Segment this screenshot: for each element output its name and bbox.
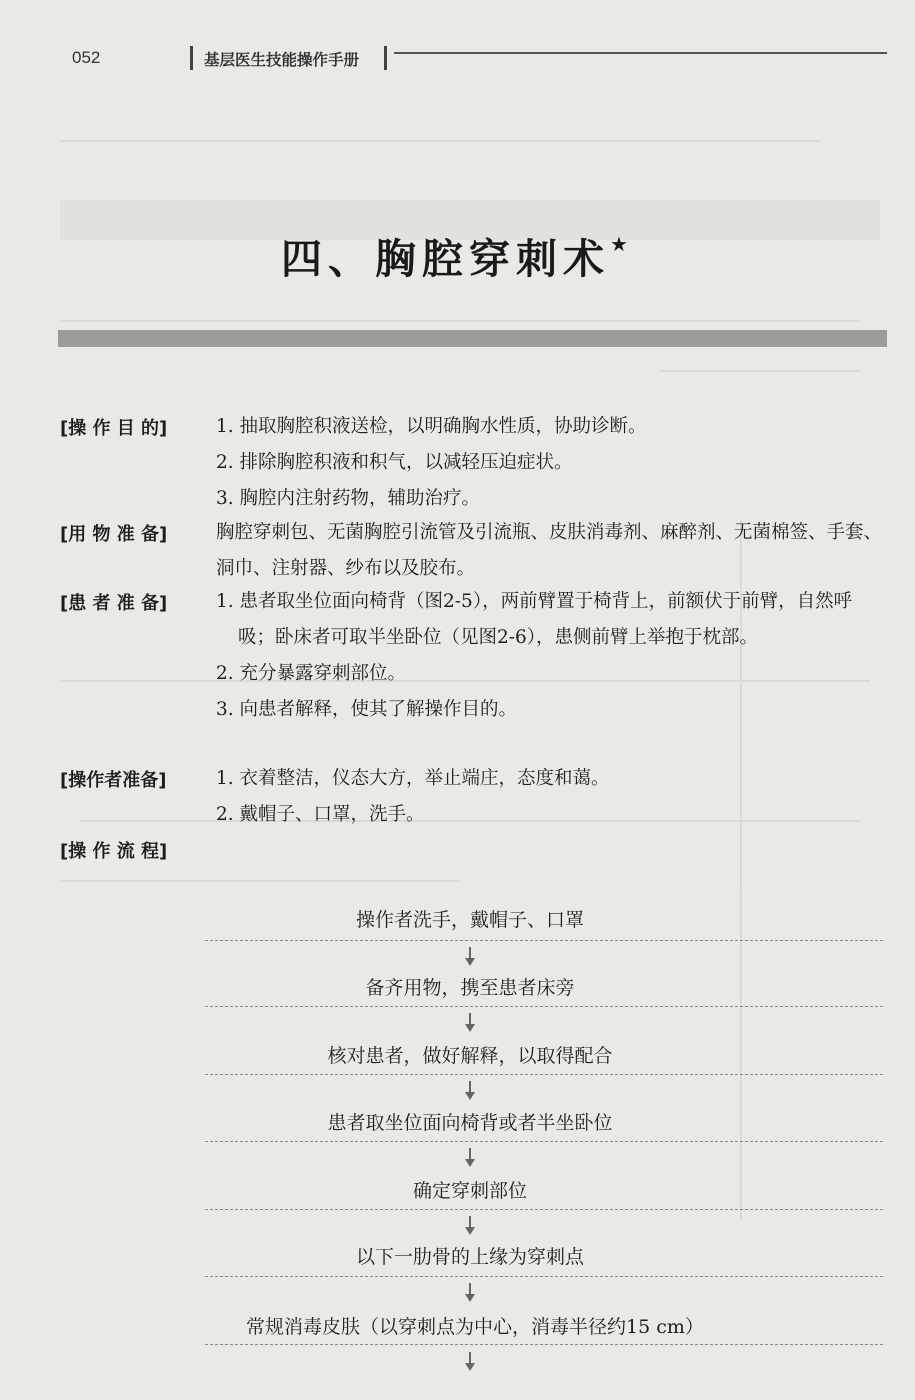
supplies-body	[216, 515, 888, 587]
flow-divider	[205, 940, 883, 941]
flow-divider	[205, 1344, 883, 1345]
section-title-text: 四、胸腔穿刺术	[281, 235, 611, 283]
star-icon: ★	[610, 232, 634, 256]
operator-item: 1. 衣着整洁，仪态大方，举止端庄，态度和蔼。	[216, 768, 610, 789]
flow-step: 操作者洗手，戴帽子、口罩	[355, 909, 584, 931]
operator-body	[216, 761, 888, 833]
flow-step: 以下一肋骨的上缘为穿刺点	[355, 1246, 584, 1268]
patient-label: [患 者 准 备]	[60, 593, 168, 614]
purpose-item: 1. 抽取胸腔积液送检，以明确胸水性质，协助诊断。	[216, 416, 647, 437]
flow-step: 确定穿刺部位	[412, 1180, 527, 1202]
patient-item: 2. 充分暴露穿刺部位。	[216, 663, 407, 684]
purpose-label: [操 作 目 的]	[60, 418, 168, 439]
operator-item: 2. 戴帽子、口罩，洗手。	[216, 804, 425, 825]
purpose-item: 3. 胸腔内注射药物，辅助治疗。	[216, 488, 481, 509]
header-divider	[190, 46, 193, 70]
supplies-text: 胸腔穿刺包、无菌胸腔引流管及引流瓶、皮肤消毒剂、麻醉剂、无菌棉签、手套、洞巾、注射器、纱布以及胶布。	[216, 522, 883, 579]
patient-body	[216, 584, 888, 728]
purpose-item: 2. 排除胸腔积液和积气，以减轻压迫症状。	[216, 452, 573, 473]
patient-item: 1. 患者取坐位面向椅背（图2-5），两前臂置于椅背上，前额伏于前臂，自然呼吸；卧床者可取半坐卧位（见图2-6），患侧前臂上举抱于枕部。	[216, 591, 853, 648]
section-title	[0, 226, 915, 285]
supplies-label: [用 物 准 备]	[60, 524, 168, 545]
flow-divider	[205, 1209, 883, 1210]
flow-divider	[205, 1006, 883, 1007]
running-header	[72, 40, 887, 76]
flow-divider	[205, 1141, 883, 1142]
process-label: [操 作 流 程]	[60, 841, 168, 862]
title-underline-band	[58, 330, 887, 347]
flow-divider	[205, 1074, 883, 1075]
book-title: 基层医生技能操作手册	[204, 51, 360, 69]
operator-label: [操作者准备]	[60, 770, 167, 791]
flow-step: 患者取坐位面向椅背或者半坐卧位	[327, 1112, 613, 1134]
flow-step: 核对患者，做好解释，以取得配合	[327, 1045, 613, 1067]
header-divider	[384, 46, 387, 70]
flow-step: 备齐用物，携至患者床旁	[365, 977, 575, 999]
patient-item: 3. 向患者解释，使其了解操作目的。	[216, 699, 518, 720]
page-number: 052	[72, 48, 101, 67]
purpose-body	[216, 409, 888, 517]
flow-divider	[205, 1276, 883, 1277]
flow-step: 常规消毒皮肤（以穿刺点为中心，消毒半径约15 cm）	[246, 1316, 704, 1338]
header-rule	[394, 52, 887, 54]
